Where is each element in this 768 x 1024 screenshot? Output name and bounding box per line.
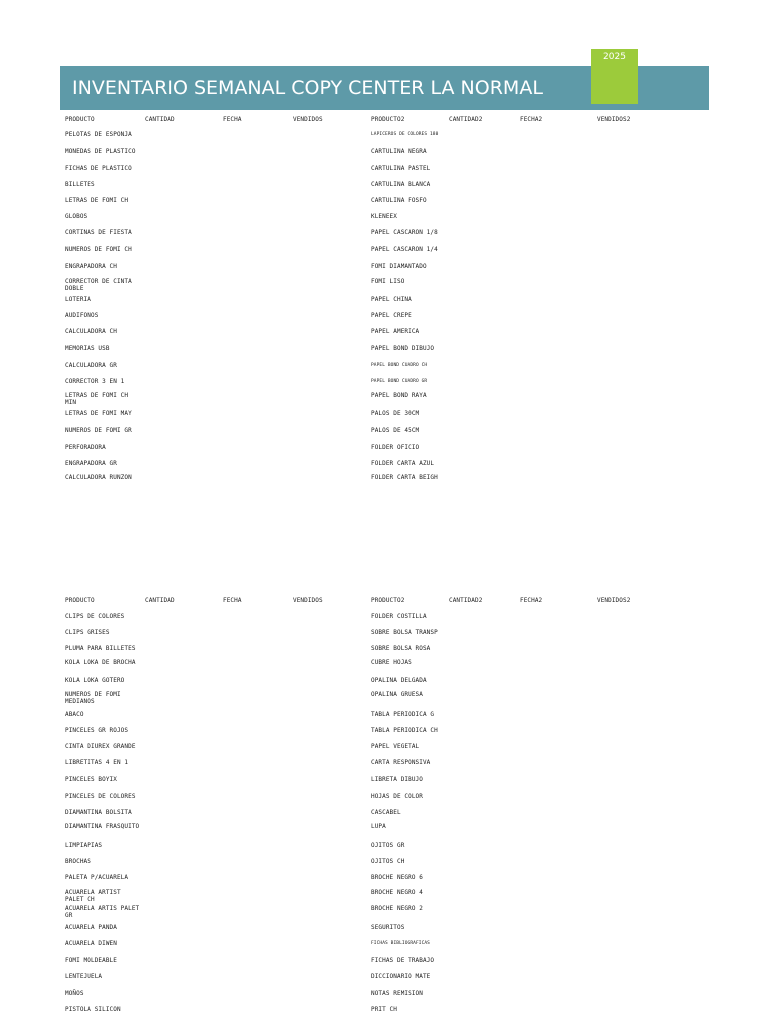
product-cell[interactable]: PERFORADORA	[65, 444, 106, 451]
product2-cell[interactable]: OPALINA GRUESA	[371, 691, 423, 698]
product-cell[interactable]: NUMEROS DE FOMI MEDIANOS	[65, 691, 121, 705]
product-cell[interactable]: LIMPIAPIAS	[65, 842, 103, 849]
product2-cell[interactable]: FOLDER CARTA BEIGH	[371, 474, 438, 481]
column-header: FECHA	[223, 597, 242, 604]
title-bar	[60, 66, 709, 110]
product2-cell[interactable]: FICHAS BIBLIOGRAFICAS	[371, 941, 430, 946]
column-header: FECHA2	[520, 116, 543, 123]
product-cell[interactable]: FOMI MOLDEABLE	[65, 957, 117, 964]
product2-cell[interactable]: PAPEL BOND DIBUJO	[371, 345, 435, 352]
product-cell[interactable]: NUMEROS DE FOMI CH	[65, 246, 132, 253]
product2-cell[interactable]: CARTULINA FOSFO	[371, 197, 427, 204]
product-cell[interactable]: LENTEJUELA	[65, 973, 103, 980]
product2-cell[interactable]: PAPEL CASCARON 1/8	[371, 229, 438, 236]
product-cell[interactable]: LIBRETITAS 4 EN 1	[65, 759, 129, 766]
product-cell[interactable]: ABACO	[65, 711, 84, 718]
product-cell[interactable]: PINCELES GR ROJOS	[65, 727, 129, 734]
product2-cell[interactable]: NOTAS REMISION	[371, 990, 423, 997]
column-header: CANTIDAD2	[449, 597, 483, 604]
product-cell[interactable]: PALETA P/ACUARELA	[65, 874, 129, 881]
product2-cell[interactable]: TABLA PERIODICA CH	[371, 727, 438, 734]
product-cell[interactable]: CORRECTOR DE CINTA DOBLE	[65, 278, 132, 292]
product2-cell[interactable]: PAPEL CHINA	[371, 296, 412, 303]
product2-cell[interactable]: CASCABEL	[371, 809, 401, 816]
product2-cell[interactable]: SEGURITOS	[371, 924, 405, 931]
product-cell[interactable]: LETRAS DE FOMI CH MIN	[65, 392, 129, 406]
product2-cell[interactable]: FICHAS DE TRABAJO	[371, 957, 435, 964]
product-cell[interactable]: DIAMANTINA BOLSITA	[65, 809, 132, 816]
column-header: CANTIDAD	[145, 597, 175, 604]
product2-cell[interactable]: PAPEL BOND RAYA	[371, 392, 427, 399]
column-header: PRODUCTO	[65, 597, 95, 604]
product2-cell[interactable]: DICCIONARIO MATE	[371, 973, 431, 980]
product2-cell[interactable]: CUBRE HOJAS	[371, 659, 412, 666]
product2-cell[interactable]: CARTULINA NEGRA	[371, 148, 427, 155]
product-cell[interactable]: PELOTAS DE ESPONJA	[65, 131, 132, 138]
column-header: VENDIDOS	[293, 116, 323, 123]
product-cell[interactable]: BILLETES	[65, 181, 95, 188]
product2-cell[interactable]: HOJAS DE COLOR	[371, 793, 423, 800]
product2-cell[interactable]: PALOS DE 45CM	[371, 427, 420, 434]
product2-cell[interactable]: PAPEL AMERICA	[371, 328, 420, 335]
product-cell[interactable]: NUMEROS DE FOMI GR	[65, 427, 132, 434]
product2-cell[interactable]: PALOS DE 30CM	[371, 410, 420, 417]
product2-cell[interactable]: BROCHE NEGRO 4	[371, 889, 423, 896]
product-cell[interactable]: LOTERIA	[65, 296, 91, 303]
product2-cell[interactable]: LAPICEROS DE COLORES 180	[371, 132, 439, 137]
product-cell[interactable]: CALCULADORA CH	[65, 328, 117, 335]
product-cell[interactable]: KOLA LOKA GOTERO	[65, 677, 125, 684]
product-cell[interactable]: MONEDAS DE PLASTICO	[65, 148, 136, 155]
product-cell[interactable]: CALCULADORA RUNZON	[65, 474, 132, 481]
product-cell[interactable]: LETRAS DE FOMI CH	[65, 197, 129, 204]
product2-cell[interactable]: PAPEL CASCARON 1/4	[371, 246, 438, 253]
product-cell[interactable]: DIAMANTINA FRASQUITO	[65, 823, 140, 830]
product2-cell[interactable]: FOMI DIAMANTADO	[371, 263, 427, 270]
product-cell[interactable]: ENGRAPADORA CH	[65, 263, 117, 270]
product2-cell[interactable]: FOLDER COSTILLA	[371, 613, 427, 620]
product2-cell[interactable]: SOBRE BOLSA ROSA	[371, 645, 431, 652]
product2-cell[interactable]: PRIT CH	[371, 1006, 397, 1013]
year-label: 2025	[603, 52, 626, 62]
column-header: PRODUCTO2	[371, 116, 405, 123]
product-cell[interactable]: PISTOLA SILICON	[65, 1006, 121, 1013]
product-cell[interactable]: MEMORIAS USB	[65, 345, 110, 352]
product2-cell[interactable]: FOLDER OFICIO	[371, 444, 420, 451]
product-cell[interactable]: CORRECTOR 3 EN 1	[65, 378, 125, 385]
column-header: VENDIDOS2	[597, 597, 631, 604]
product-cell[interactable]: AUDIFONOS	[65, 312, 99, 319]
column-header: VENDIDOS2	[597, 116, 631, 123]
product2-cell[interactable]: BROCHE NEGRO 6	[371, 874, 423, 881]
product2-cell[interactable]: LIBRETA DIBUJO	[371, 776, 423, 783]
product2-cell[interactable]: LUPA	[371, 823, 386, 830]
product-cell[interactable]: ACUARELA ARTIS PALET GR	[65, 905, 140, 919]
product-cell[interactable]: ACUARELA ARTIST PALET CH	[65, 889, 121, 903]
product2-cell[interactable]: KLENEEX	[371, 213, 397, 220]
product2-cell[interactable]: PAPEL BOND CUADRO GR	[371, 379, 428, 384]
product2-cell[interactable]: OPALINA DELGADA	[371, 677, 427, 684]
page-title: INVENTARIO SEMANAL COPY CENTER LA NORMAL	[72, 77, 543, 99]
product-cell[interactable]: PLUMA PARA BILLETES	[65, 645, 136, 652]
product-cell[interactable]: FICHAS DE PLASTICO	[65, 165, 132, 172]
product2-cell[interactable]: OJITOS GR	[371, 842, 405, 849]
column-header: FECHA2	[520, 597, 543, 604]
product-cell[interactable]: CLIPS GRISES	[65, 629, 110, 636]
product-cell[interactable]: MOÑOS	[65, 990, 84, 997]
product2-cell[interactable]: CARTULINA PASTEL	[371, 165, 431, 172]
product2-cell[interactable]: TABLA PERIODICA G	[371, 711, 435, 718]
column-header: CANTIDAD2	[449, 116, 483, 123]
product-cell[interactable]: CINTA DIUREX GRANDE	[65, 743, 136, 750]
product2-cell[interactable]: PAPEL VEGETAL	[371, 743, 420, 750]
column-header: VENDIDOS	[293, 597, 323, 604]
product2-cell[interactable]: SOBRE BOLSA TRANSP	[371, 629, 438, 636]
product-cell[interactable]: ACUARELA PANDA	[65, 924, 117, 931]
product-cell[interactable]: BROCHAS	[65, 858, 91, 865]
product-cell[interactable]: GLOBOS	[65, 213, 88, 220]
product2-cell[interactable]: FOLDER CARTA AZUL	[371, 460, 435, 467]
product-cell[interactable]: ENGRAPADORA GR	[65, 460, 117, 467]
column-header: PRODUCTO	[65, 116, 95, 123]
product-cell[interactable]: CALCULADORA GR	[65, 362, 117, 369]
product-cell[interactable]: LETRAS DE FOMI MAY	[65, 410, 132, 417]
product2-cell[interactable]: FOMI LISO	[371, 278, 405, 285]
product2-cell[interactable]: PAPEL BOND CUADRO CH	[371, 363, 428, 368]
product-cell[interactable]: PINCELES BOYIX	[65, 776, 117, 783]
product2-cell[interactable]: BROCHE NEGRO 2	[371, 905, 423, 912]
year-tab-accent	[591, 66, 638, 104]
product-cell[interactable]: KOLA LOKA DE BROCHA	[65, 659, 136, 666]
product-cell[interactable]: ACUARELA DIWEN	[65, 940, 117, 947]
product-cell[interactable]: PINCELES DE COLORES	[65, 793, 136, 800]
column-header: PRODUCTO2	[371, 597, 405, 604]
column-header: CANTIDAD	[145, 116, 175, 123]
product2-cell[interactable]: CARTA RESPONSIVA	[371, 759, 431, 766]
product2-cell[interactable]: PAPEL CREPE	[371, 312, 412, 319]
product-cell[interactable]: CORTINAS DE FIESTA	[65, 229, 132, 236]
product-cell[interactable]: CLIPS DE COLORES	[65, 613, 125, 620]
column-header: FECHA	[223, 116, 242, 123]
product2-cell[interactable]: OJITOS CH	[371, 858, 405, 865]
product2-cell[interactable]: CARTULINA BLANCA	[371, 181, 431, 188]
